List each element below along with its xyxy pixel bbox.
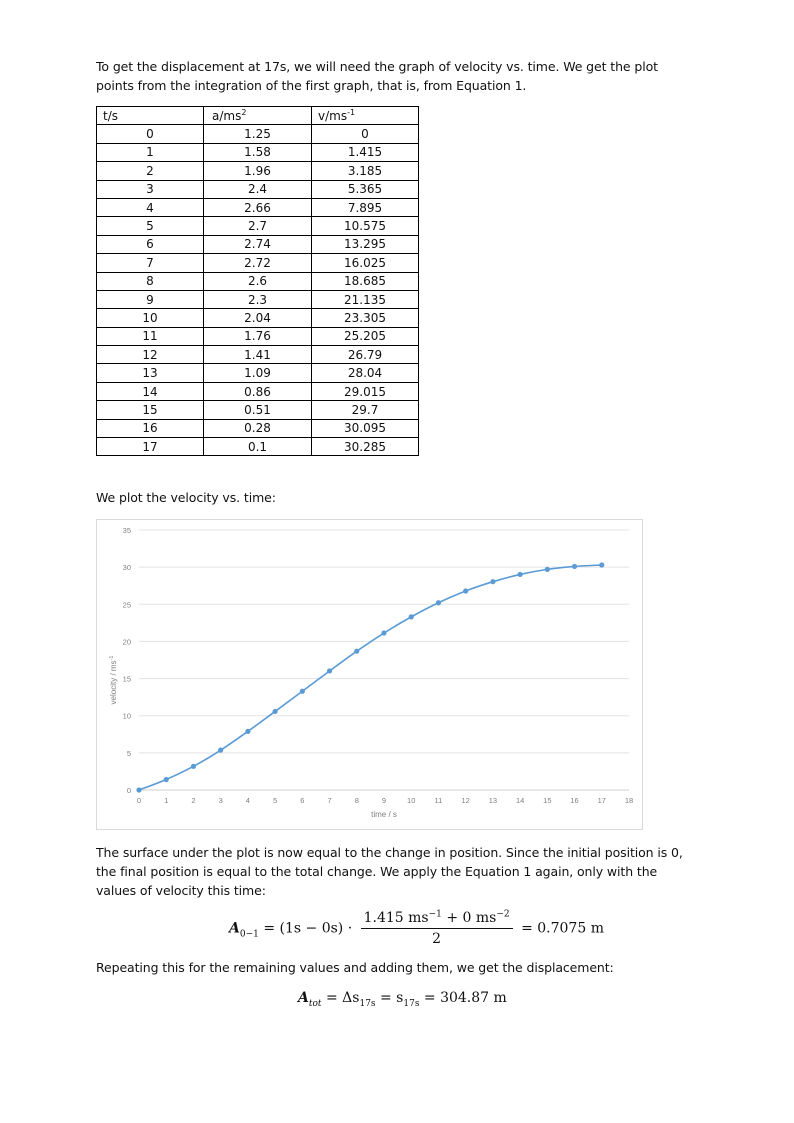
cell-time: 4 [97,198,204,216]
cell-acceleration: 2.6 [204,272,312,290]
equation-area-0-1: $A_{0-1} = (1s - 0s)$ · $\frac{1.415 ms^{-1} + 0 ms^{-2}}{2}$ = 0.7075 m [229,909,604,947]
table-row [97,180,419,198]
y-axis-label: velocity / $ms^{-1}$ [109,655,118,705]
cell-time: 16 [97,419,204,437]
data-table [96,106,419,456]
x-tick-label: 18 [624,796,634,805]
cell-time: 15 [97,401,204,419]
cell-time: 12 [97,346,204,364]
cell-time: 0 [97,125,204,143]
cell-time: 3 [97,180,204,198]
data-point [218,748,223,753]
table-row [97,309,419,327]
cell-velocity: 21.135 [312,290,419,308]
table-row [97,217,419,235]
x-tick-label: 3 [218,796,223,805]
cell-velocity: 28.04 [312,364,419,382]
x-tick-label: 13 [488,796,498,805]
data-point [273,709,278,714]
table-row [97,162,419,180]
header-velocity: $v/ms^{-1}$ [312,107,419,125]
x-tick-label: 11 [434,796,443,805]
cell-velocity: 25.205 [312,327,419,345]
table-row [97,419,419,437]
cell-time: 6 [97,235,204,253]
cell-time: 10 [97,309,204,327]
data-point [572,564,577,569]
y-tick-label: 25 [122,600,131,610]
x-tick-label: 12 [461,796,470,805]
table-row [97,346,419,364]
cell-acceleration: 2.7 [204,217,312,235]
plot-intro: We plot the velocity vs. time: [96,490,276,505]
cell-acceleration: 0.28 [204,419,312,437]
x-tick-label: 9 [381,796,387,805]
repeat-paragraph: Repeating this for the remaining values and adding them, we get the displacement: [96,960,614,975]
table-row [97,290,419,308]
data-point [518,572,523,577]
table-row [97,438,419,456]
cell-velocity: 18.685 [312,272,419,290]
cell-time: 8 [97,272,204,290]
data-point [354,649,359,654]
table-row [97,235,419,253]
data-point [164,777,169,782]
table-row [97,125,419,143]
intro-paragraph: To get the displacement at 17s, we will need the graph of velocity vs. time. We get the plot points from the integration of the first graph, that is, from Equation 1. [96,59,658,93]
cell-acceleration: 0.51 [204,401,312,419]
surface-paragraph: The surface under the plot is now equal to the change in position. Since the initial position is 0, the final position is equal to the total change. We apply the Equation 1 again, only with the values of velocity this time: [96,845,683,898]
cell-time: 11 [97,327,204,345]
y-tick-label: 30 [122,563,131,573]
cell-acceleration: 1.09 [204,364,312,382]
cell-time: 13 [97,364,204,382]
y-tick-label: 35 [122,526,131,535]
cell-time: 2 [97,162,204,180]
table-row [97,401,419,419]
header-acceleration: $a/ms^2$ [204,107,312,125]
cell-time: 9 [97,290,204,308]
equation-total-displacement: $A_{tot} = \Delta s_{17s} = s_{17s} = 304.87$ m [298,990,507,1009]
cell-acceleration: 2.66 [204,198,312,216]
x-tick-label: 8 [354,796,359,805]
x-tick-label: 6 [300,796,305,805]
x-tick-label: 4 [245,796,250,805]
cell-acceleration: 1.41 [204,346,312,364]
x-tick-label: 7 [327,796,332,805]
velocity-chart [96,519,643,830]
cell-velocity: 29.015 [312,382,419,400]
cell-velocity: 26.79 [312,346,419,364]
cell-acceleration: 1.96 [204,162,312,180]
cell-velocity: 30.095 [312,419,419,437]
y-tick-label: 10 [122,711,131,721]
data-point [191,764,196,769]
table-row [97,364,419,382]
data-point [245,729,250,734]
data-point [381,630,386,635]
cell-velocity: 3.185 [312,162,419,180]
cell-time: 1 [97,143,204,161]
cell-acceleration: 0.86 [204,382,312,400]
cell-velocity: 10.575 [312,217,419,235]
table-header-row [97,107,419,125]
y-tick-label: 0 [126,786,131,795]
table-row [97,272,419,290]
data-point [409,614,414,619]
cell-velocity: 7.895 [312,198,419,216]
cell-time: 5 [97,217,204,235]
x-tick-label: 14 [515,796,525,805]
x-tick-label: 0 [136,796,142,805]
chart-svg [97,520,644,831]
cell-acceleration: 2.4 [204,180,312,198]
data-point [490,579,495,584]
y-tick-label: 5 [126,748,131,758]
cell-velocity: 0 [312,125,419,143]
cell-velocity: 30.285 [312,438,419,456]
fraction: $\frac{1.415 ms^{-1} + 0 ms^{-2}}{2}$ [361,910,513,947]
data-point [599,562,604,567]
cell-velocity: 1.415 [312,143,419,161]
cell-velocity: 13.295 [312,235,419,253]
header-time: t/s [97,107,204,125]
data-point [300,689,305,694]
x-tick-label: 5 [273,796,278,805]
cell-acceleration: 0.1 [204,438,312,456]
cell-velocity: 5.365 [312,180,419,198]
cell-velocity: 29.7 [312,401,419,419]
data-point [136,787,141,792]
x-tick-label: 16 [570,796,579,805]
x-axis-label: time / s [371,810,397,819]
table-row [97,382,419,400]
data-point [463,588,468,593]
y-tick-label: 20 [122,637,131,647]
x-tick-label: 10 [407,796,416,805]
cell-acceleration: 1.58 [204,143,312,161]
cell-velocity: 16.025 [312,254,419,272]
table-row [97,198,419,216]
x-tick-label: 17 [597,796,606,805]
y-tick-label: 15 [122,674,131,684]
table-row [97,254,419,272]
data-point [327,668,332,673]
cell-acceleration: 2.72 [204,254,312,272]
cell-acceleration: 2.3 [204,290,312,308]
table-row [97,327,419,345]
data-point [436,600,441,605]
cell-time: 14 [97,382,204,400]
x-tick-label: 1 [164,796,169,805]
cell-acceleration: 2.74 [204,235,312,253]
cell-acceleration: 1.25 [204,125,312,143]
series-line [139,565,602,790]
cell-acceleration: 1.76 [204,327,312,345]
cell-time: 17 [97,438,204,456]
table-row [97,143,419,161]
cell-velocity: 23.305 [312,309,419,327]
data-point [545,567,550,572]
x-tick-label: 2 [191,796,196,805]
cell-time: 7 [97,254,204,272]
cell-acceleration: 2.04 [204,309,312,327]
table-body [97,125,419,456]
x-tick-label: 15 [543,796,552,805]
